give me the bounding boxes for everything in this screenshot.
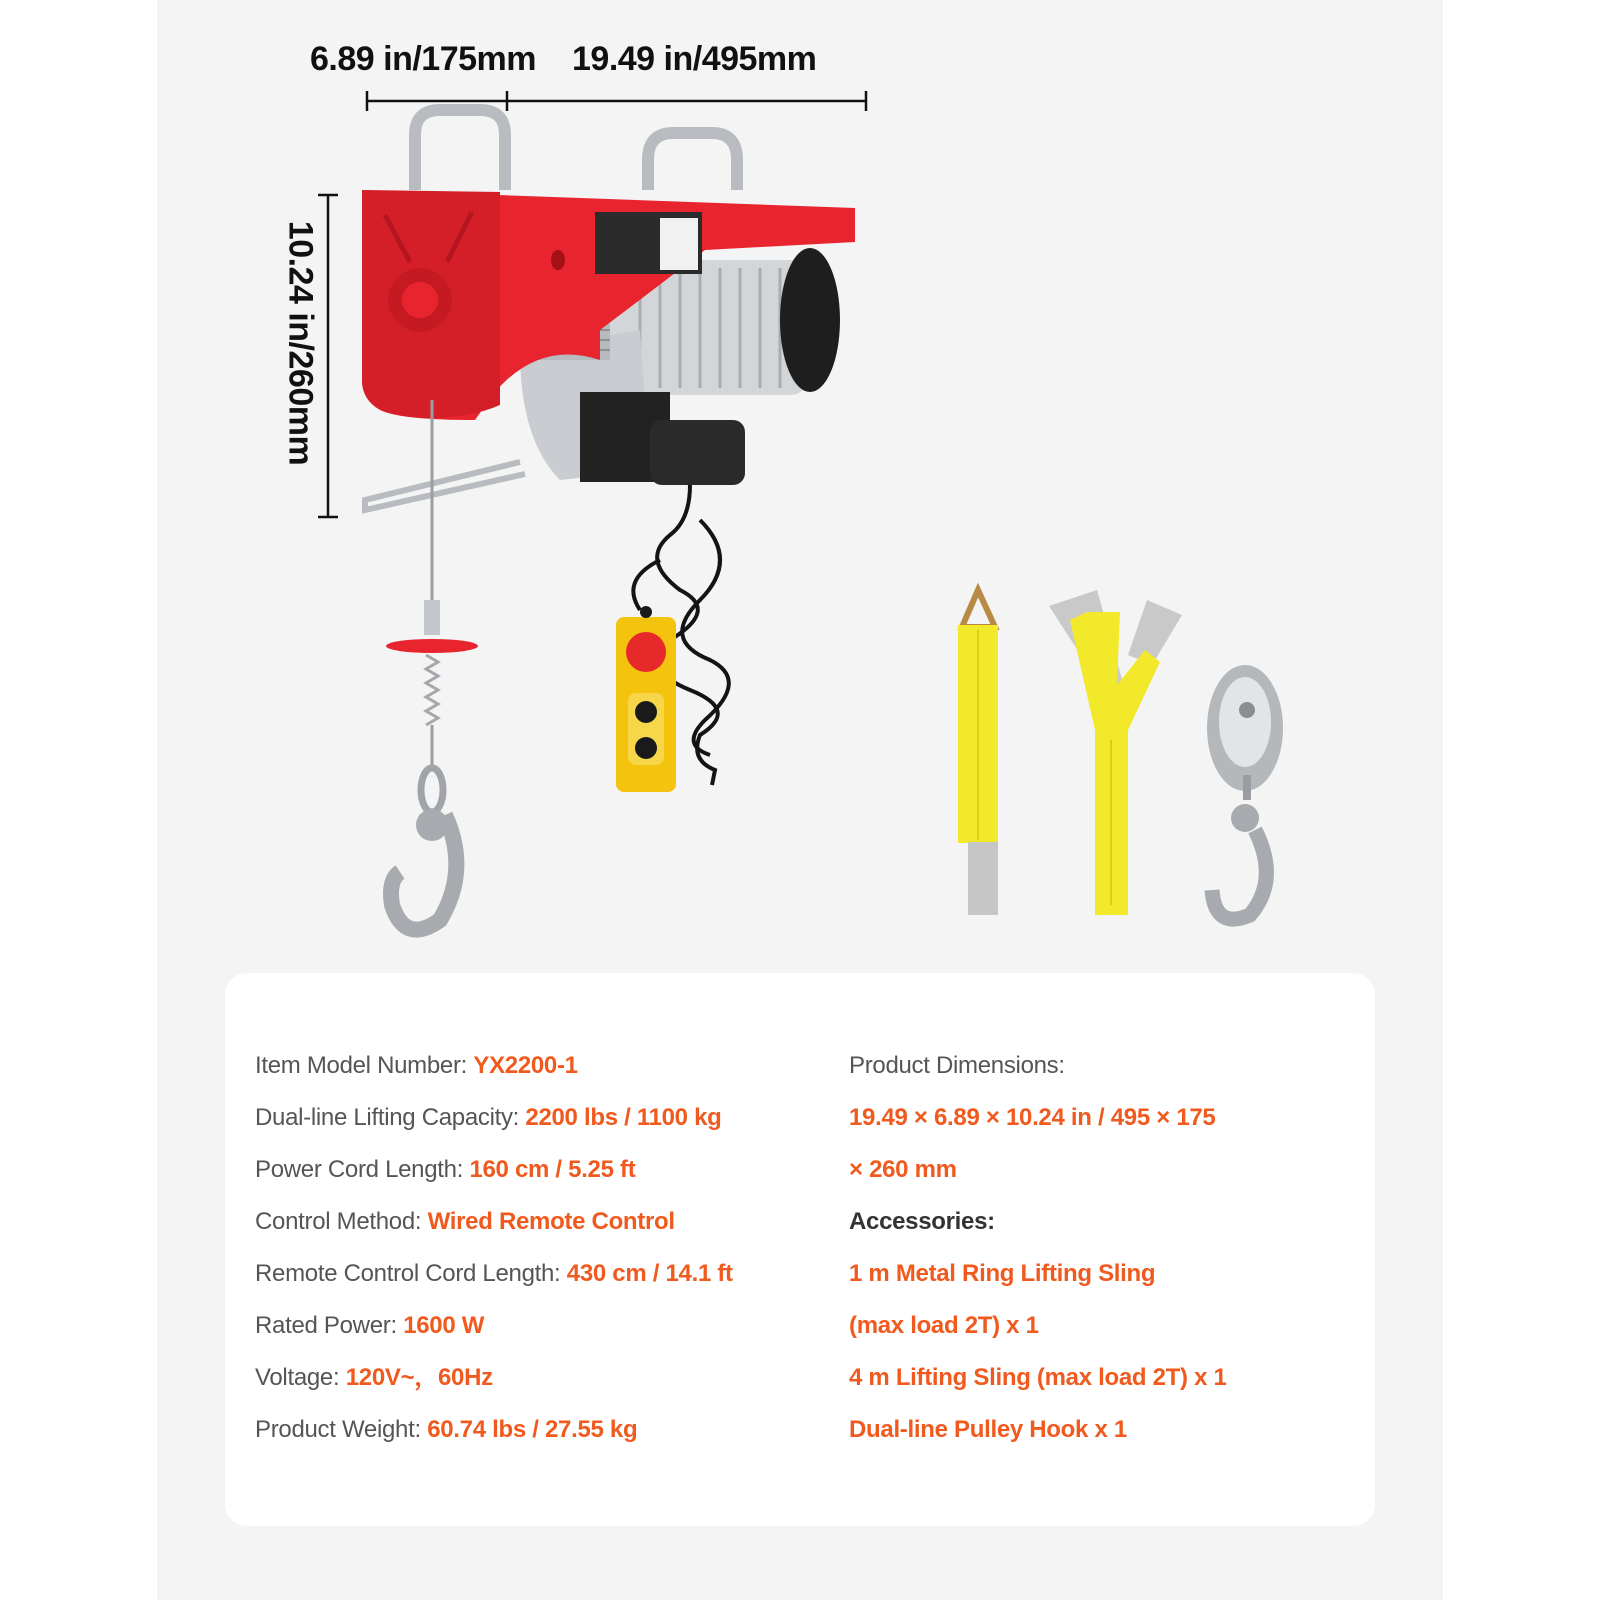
- accessory-item: Dual-line Pulley Hook x 1: [849, 1416, 1127, 1443]
- spec-capacity: Dual-line Lifting Capacity: 2200 lbs / 1100 kg: [255, 1104, 722, 1131]
- spec-voltage: Voltage: 120V~，60Hz: [255, 1364, 493, 1391]
- dimensions-label: Product Dimensions:: [849, 1052, 1065, 1079]
- accessory-item: 4 m Lifting Sling (max load 2T) x 1: [849, 1364, 1227, 1391]
- spec-control-method: Control Method: Wired Remote Control: [255, 1208, 675, 1235]
- accessory-item: (max load 2T) x 1: [849, 1312, 1039, 1339]
- spec-list: [255, 1040, 733, 1456]
- spec-power-cord: Power Cord Length: 160 cm / 5.25 ft: [255, 1156, 636, 1183]
- wired-remote-control: [616, 485, 729, 792]
- accessories-label: Accessories:: [849, 1208, 995, 1235]
- electric-hoist: [362, 110, 855, 930]
- spec-weight: Product Weight: 60.74 lbs / 27.55 kg: [255, 1416, 638, 1443]
- spec-remote-cord: Remote Control Cord Length: 430 cm / 14.1 ft: [255, 1260, 733, 1287]
- pulley-hook: [1207, 665, 1283, 919]
- metal-ring-lifting-sling: [958, 590, 998, 915]
- dimensions-value-line1: 19.49 × 6.89 × 10.24 in / 495 × 175: [849, 1104, 1216, 1131]
- spec-model: Item Model Number: YX2200-1: [255, 1052, 578, 1079]
- lifting-sling: [1049, 590, 1182, 915]
- length-dimension-label: 19.49 in/495mm: [572, 40, 817, 78]
- accessory-item: 1 m Metal Ring Lifting Sling: [849, 1260, 1156, 1287]
- width-dimension-label: 6.89 in/175mm: [310, 40, 536, 78]
- spec-rated-power: Rated Power: 1600 W: [255, 1312, 485, 1339]
- height-dimension-label: 10.24 in/260mm: [281, 220, 320, 466]
- dimensions-value-line2: × 260 mm: [849, 1156, 957, 1183]
- dimensions-accessories: [849, 1040, 1227, 1456]
